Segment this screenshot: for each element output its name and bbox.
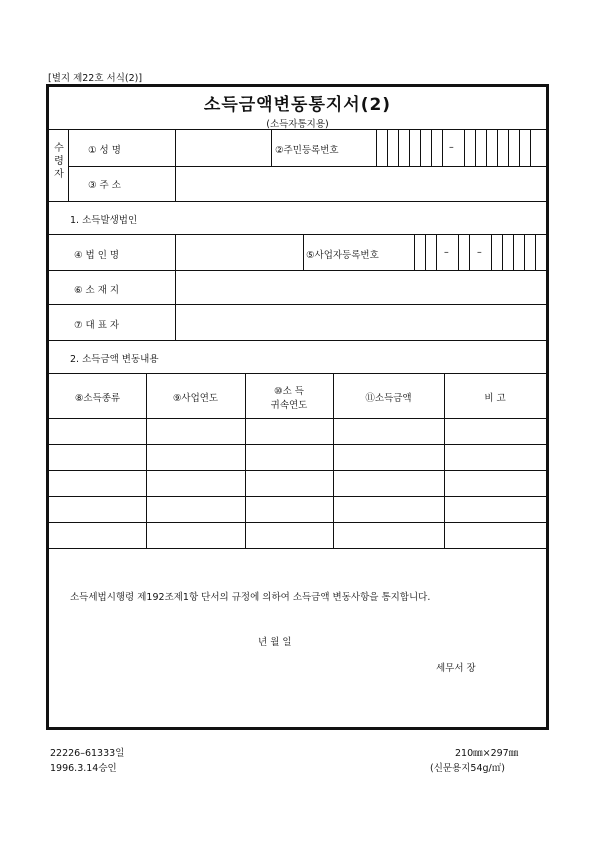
rule-brn-box-6 bbox=[502, 234, 503, 270]
rule-rrn-box-7 bbox=[464, 129, 465, 166]
brn-dash-1: – bbox=[444, 247, 449, 258]
rule-top-table bbox=[49, 129, 546, 130]
rule-rrn-box-6 bbox=[442, 129, 443, 166]
footer-approval: 1996.3.14승인 bbox=[50, 763, 117, 774]
rule-rrn-box-13 bbox=[530, 129, 531, 166]
address-label: ③ 주 소 bbox=[88, 180, 121, 191]
rule-rrn-box-5 bbox=[431, 129, 432, 166]
corp-name-label: ④ 법 인 명 bbox=[74, 250, 120, 261]
rule-rrn-box-10 bbox=[497, 129, 498, 166]
rule-row-1 bbox=[49, 444, 546, 445]
recipient-group-label: 수 령 자 bbox=[54, 143, 64, 180]
col-header-income-amount: ⑪소득금액 bbox=[365, 393, 412, 404]
rule-brn-box-8 bbox=[524, 234, 525, 270]
col-header-remarks: 비 고 bbox=[484, 393, 506, 404]
rule-rrn-box-4 bbox=[420, 129, 421, 166]
rule-location bbox=[49, 304, 546, 305]
rule-header-row bbox=[49, 418, 546, 419]
rule-row-4 bbox=[49, 522, 546, 523]
col-header-income: ⑩소 득 bbox=[274, 386, 304, 397]
col-header-business-year: ⑨사업연도 bbox=[172, 393, 219, 404]
footer-code: 22226–61333일 bbox=[50, 748, 125, 759]
rule-section1-head bbox=[49, 234, 546, 235]
notice-statement: 소득세법시행령 제192조제1항 단서의 규정에 의하여 소득금액 변동사항을 통지합니다. bbox=[70, 592, 431, 603]
rrn-dash: – bbox=[449, 142, 454, 153]
rule-brn-box-4 bbox=[469, 234, 470, 270]
rule-rrn-box-2 bbox=[398, 129, 399, 166]
rule-rrn-box-0 bbox=[376, 129, 377, 166]
rule-recipient-bottom bbox=[49, 201, 546, 202]
date-line: 년 월 일 bbox=[258, 637, 292, 648]
rule-representative bbox=[49, 340, 546, 341]
rule-row-5 bbox=[49, 548, 546, 549]
name-label: ① 성 명 bbox=[88, 145, 121, 156]
brn-label: ⑤사업자등록번호 bbox=[306, 250, 379, 261]
rule-brn-box-5 bbox=[491, 234, 492, 270]
rule-row-3 bbox=[49, 496, 546, 497]
rule-brn-start bbox=[303, 234, 304, 270]
rule-brn-box-0 bbox=[414, 234, 415, 270]
rule-brn-box-2 bbox=[436, 234, 437, 270]
rule-rrn-box-11 bbox=[508, 129, 509, 166]
rule-brn-box-9 bbox=[535, 234, 536, 270]
rule-recipient-mid bbox=[68, 166, 546, 167]
tax-office-chief: 세무서 장 bbox=[436, 663, 476, 674]
col-header-attribution-year: 귀속연도 bbox=[270, 400, 308, 411]
rule-row-2 bbox=[49, 470, 546, 471]
form-title: 소득금액변동통지서(2) bbox=[203, 95, 392, 115]
rule-recipient-labels bbox=[175, 129, 176, 201]
section1-heading: 1. 소득발생법인 bbox=[70, 215, 138, 226]
section2-heading: 2. 소득금액 변동내용 bbox=[70, 354, 159, 365]
rrn-label: ②주민등록번호 bbox=[275, 145, 339, 156]
rule-rrn-box-3 bbox=[409, 129, 410, 166]
form-subtitle: (소득자통지용) bbox=[266, 119, 329, 130]
rule-corp-labels bbox=[175, 234, 176, 340]
footer-size: 210㎜×297㎜ bbox=[455, 748, 519, 759]
rule-rrn-box-9 bbox=[486, 129, 487, 166]
rule-section2-head bbox=[49, 373, 546, 374]
rule-brn-box-1 bbox=[425, 234, 426, 270]
rule-corp-name bbox=[49, 270, 546, 271]
representative-label: ⑦ 대 표 자 bbox=[74, 320, 120, 331]
col-header-income-type: ⑧소득종류 bbox=[74, 393, 121, 404]
footer-paper: (신문용지54g/㎡) bbox=[430, 763, 505, 774]
rule-rrn-box-1 bbox=[387, 129, 388, 166]
rule-rrn-box-8 bbox=[475, 129, 476, 166]
rule-rrn-box-12 bbox=[519, 129, 520, 166]
form-number: [별지 제22호 서식(2)] bbox=[48, 73, 143, 84]
rule-recipient-group bbox=[68, 129, 69, 201]
rule-brn-box-7 bbox=[513, 234, 514, 270]
rule-brn-box-3 bbox=[458, 234, 459, 270]
location-label: ⑥ 소 재 지 bbox=[74, 285, 120, 296]
rule-rrn-start bbox=[271, 129, 272, 166]
brn-dash-2: – bbox=[477, 247, 482, 258]
